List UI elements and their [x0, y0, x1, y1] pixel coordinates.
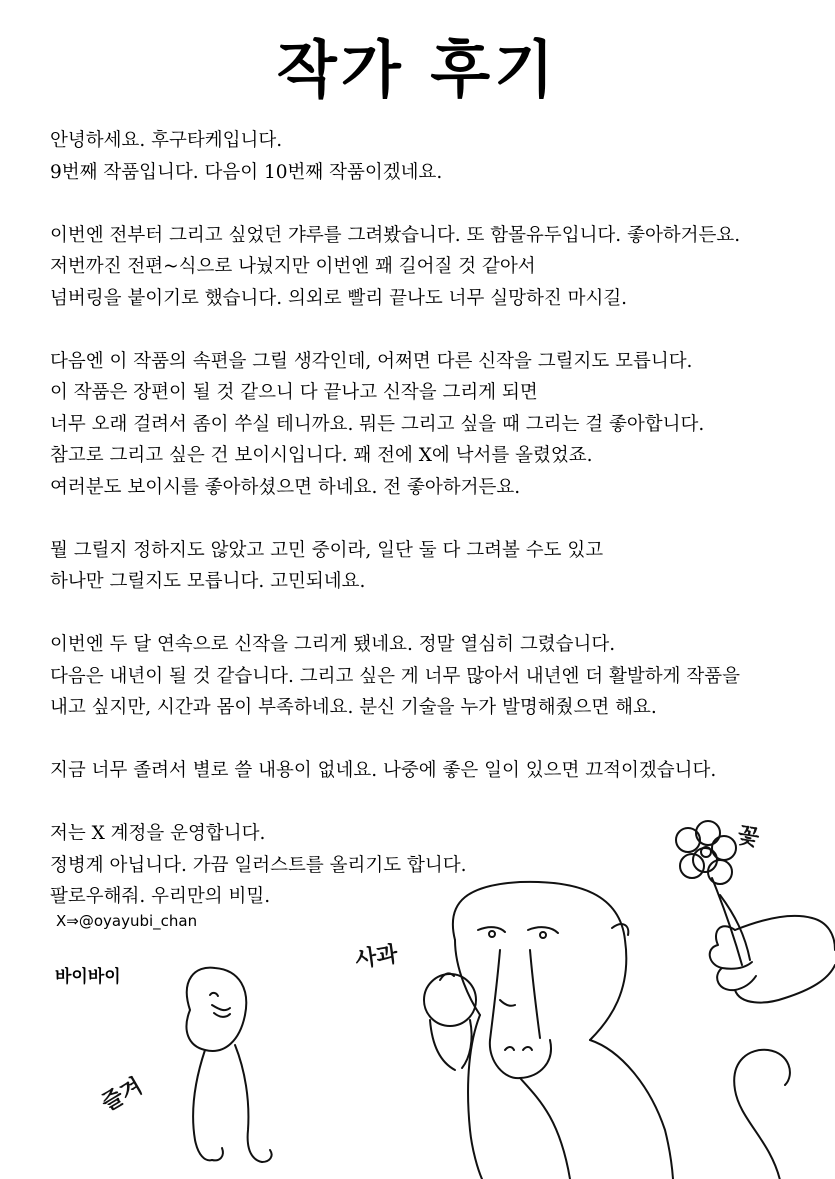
- text-line: 다음은 내년이 될 것 같습니다. 그리고 싶은 게 너무 많아서 내년엔 더 활발하게 작품을: [50, 665, 740, 687]
- doodle-illustration: [0, 800, 835, 1179]
- paragraph: [50, 535, 820, 598]
- text-line: 다음엔 이 작품의 속편을 그릴 생각인데, 어쩌면 다른 신작을 그릴지도 모릅니다.: [50, 350, 693, 372]
- flower-label: 꽃: [735, 823, 761, 852]
- x-handle: X⇒@oyayubi_chan: [56, 912, 198, 930]
- fun-label: 즐겨: [97, 1073, 147, 1117]
- text-line: 팔로우해줘. 우리만의 비밀.: [50, 886, 271, 907]
- text-line: 내고 싶지만, 시간과 몸이 부족하네요. 분신 기술을 누가 발명해줬으면 해요.: [50, 697, 657, 718]
- apple-doodle: [424, 973, 476, 1070]
- hand-doodle: [710, 916, 835, 1003]
- text-line: 안녕하세요. 후구타케입니다.: [50, 130, 283, 151]
- text-line: 정병계 아닙니다. 가끔 일러스트를 올리기도 합니다.: [50, 854, 467, 876]
- text-line: 여러분도 보이시를 좋아하셨으면 하네요. 전 좋아하거든요.: [50, 476, 521, 498]
- text-line: 저는 X 계정을 운영합니다.: [50, 823, 266, 844]
- small-figure-doodle: [186, 968, 271, 1162]
- text-line: 저번까진 전편~식으로 나눴지만 이번엔 꽤 길어질 것 같아서: [50, 256, 536, 277]
- text-line: 9번째 작품입니다. 다음이 10번째 작품이겠네요.: [50, 161, 443, 183]
- paragraph: [50, 346, 820, 504]
- text-line: 너무 오래 걸려서 좀이 쑤실 테니까요. 뭐든 그리고 싶을 때 그리는 걸 좋아합니다.: [50, 413, 705, 435]
- text-line: 이번엔 두 달 연속으로 신작을 그리게 됐네요. 정말 열심히 그렸습니다.: [50, 634, 616, 655]
- paragraph: [50, 629, 820, 724]
- tail-doodle: [734, 1050, 790, 1179]
- text-line: 하나만 그릴지도 모릅니다. 고민되네요.: [50, 571, 366, 592]
- baboon-doodle: [453, 882, 673, 1179]
- farewell-text: 바이바이: [55, 967, 121, 987]
- paragraph: [50, 755, 820, 787]
- text-line: 지금 너무 졸려서 별로 쓸 내용이 없네요. 나중에 좋은 일이 있으면 끄적이겠습니다.: [50, 760, 717, 781]
- text-line: 넘버링을 붙이기로 했습니다. 의외로 빨리 끝나도 너무 실망하진 마시길.: [50, 287, 628, 309]
- page-title: 작가 후기: [276, 33, 559, 106]
- apple-label: 사과: [353, 942, 400, 973]
- text-line: 뭘 그릴지 정하지도 않았고 고민 중이라, 일단 둘 다 그려볼 수도 있고: [50, 539, 604, 561]
- text-line: 이번엔 전부터 그리고 싶었던 갸루를 그려봤습니다. 또 함몰유두입니다. 좋아하거든요.: [50, 224, 741, 246]
- paragraph: [50, 220, 820, 315]
- text-line: 참고로 그리고 싶은 건 보이시입니다. 꽤 전에 X에 낙서를 올렸었죠.: [50, 445, 593, 466]
- paragraph: [50, 125, 820, 188]
- text-line: 이 작품은 장편이 될 것 같으니 다 끝나고 신작을 그리게 되면: [50, 382, 538, 403]
